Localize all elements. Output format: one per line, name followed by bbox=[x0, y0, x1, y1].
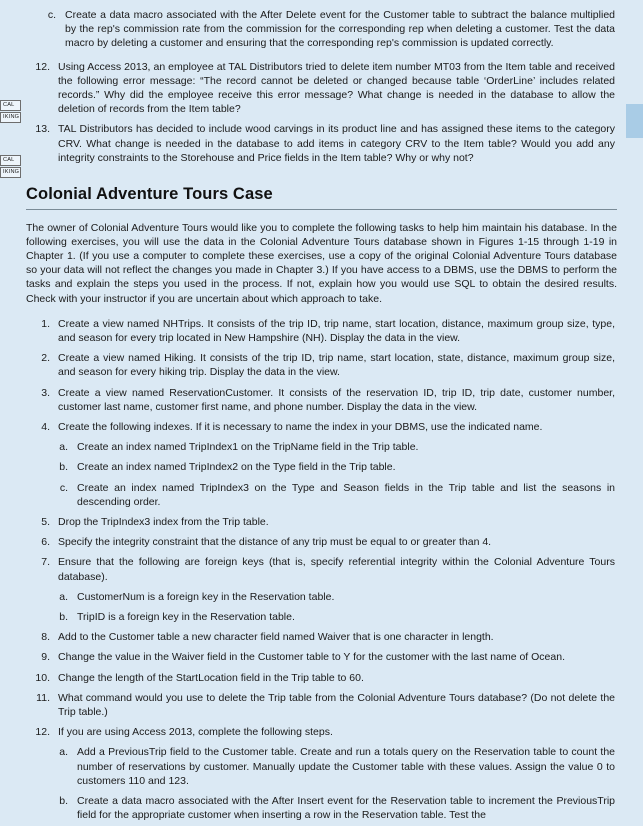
task-text: Specify the integrity constraint that the distance of any trip must be equal to or greater than 4. bbox=[58, 536, 492, 549]
list-item bbox=[26, 60, 617, 117]
list-item-marker: c. bbox=[47, 9, 56, 21]
task-marker: 4. bbox=[41, 420, 50, 433]
task-text: Add to the Customer table a new character field named Waiver that is one character in length. bbox=[58, 631, 494, 644]
task-subitem-text: Create a data macro associated with the After Insert event for the Reservation table to increment the PreviousTrip field for the appropriate customer when inserting a row in the Reservation table. Test the bbox=[77, 795, 615, 822]
task-subitem-marker: b. bbox=[59, 611, 68, 623]
task-item bbox=[26, 351, 617, 379]
task-item bbox=[26, 420, 617, 434]
task-item bbox=[26, 630, 617, 644]
task-subitem-text: TripID is a foreign key in the Reservation table. bbox=[77, 611, 295, 623]
task-text: If you are using Access 2013, complete the following steps. bbox=[58, 726, 333, 739]
margin-badge-line: IKING bbox=[0, 167, 21, 178]
task-marker: 3. bbox=[41, 386, 50, 399]
task-item bbox=[26, 317, 617, 345]
task-text: Change the value in the Waiver field in the Customer table to Y for the customer with the last name of Ocean. bbox=[58, 651, 565, 664]
margin-badge-critical-thinking-2 bbox=[0, 155, 26, 178]
task-subitem bbox=[26, 460, 617, 474]
task-text: Create a view named NHTrips. It consists of the trip ID, trip name, start location, distance, maximum group size, type, and season for every trip located in New Hampshire (NH). Display the data in the view. bbox=[58, 317, 615, 344]
list-item-text: Create a data macro associated with the After Delete event for the Customer table to subtract the balance multiplied by the rep's commission rate from the commission for the corresponding rep when deleting a customer. Test the data macro by deleting a customer and ensuring that the corresponding rep's commission is updated correctly. bbox=[65, 9, 615, 50]
task-subitem bbox=[26, 481, 617, 509]
task-subitem-text: Create an index named TripIndex2 on the Type field in the Trip table. bbox=[77, 461, 396, 474]
list-item-text: Using Access 2013, an employee at TAL Distributors tried to delete item number MT03 from the Item table and received the following error message: “The record cannot be deleted or changed because table ‘OrderLine’ includes related records.” Why did the employee receive this error message? What change is needed in the database to allow the deletion of records from the Item table? bbox=[58, 60, 615, 116]
task-subitem-marker: b. bbox=[59, 795, 68, 808]
task-text: What command would you use to delete the Trip table from the Colonial Adventure Tours database? (Do not delete the Trip table.) bbox=[58, 691, 615, 719]
section-divider bbox=[26, 209, 617, 210]
task-subitem-text: CustomerNum is a foreign key in the Reservation table. bbox=[77, 590, 335, 603]
margin-badge-line: IKING bbox=[0, 112, 21, 123]
task-text: Change the length of the StartLocation field in the Trip table to 60. bbox=[58, 671, 364, 684]
task-marker: 10. bbox=[35, 671, 50, 684]
page-content bbox=[26, 8, 617, 822]
page-edge-tab bbox=[626, 104, 643, 138]
task-subitem-marker: b. bbox=[59, 461, 68, 474]
list-item-text: TAL Distributors has decided to include wood carvings in its product line and has assigned these items to the category CRV. What change is needed in the database to add items in category CRV to the Item table? Would you add any integrity constraints to the Storehouse and Price fields in the Item table? Why or why not? bbox=[58, 123, 615, 164]
task-item bbox=[26, 535, 617, 549]
task-subitem bbox=[26, 745, 617, 788]
list-item-marker: 13. bbox=[35, 123, 50, 136]
task-text: Create the following indexes. If it is necessary to name the index in your DBMS, use the indicated name. bbox=[58, 420, 543, 433]
section-heading: Colonial Adventure Tours Case bbox=[26, 185, 273, 204]
task-subitem bbox=[26, 794, 617, 822]
task-text: Drop the TripIndex3 index from the Trip table. bbox=[58, 515, 269, 528]
task-subitem-marker: a. bbox=[59, 590, 68, 603]
task-subitem bbox=[26, 440, 617, 454]
task-subitem-text: Create an index named TripIndex3 on the Type and Season fields in the Trip table and list the seasons in descending order. bbox=[77, 481, 615, 508]
task-item bbox=[26, 555, 617, 583]
task-item bbox=[26, 725, 617, 739]
task-text: Create a view named ReservationCustomer. It consists of the reservation ID, trip ID, trip date, customer number, customer last name, customer first name, and phone number. Display the data in the view. bbox=[58, 386, 615, 413]
task-subitem-marker: a. bbox=[59, 441, 68, 454]
task-marker: 12. bbox=[35, 726, 50, 739]
task-subitem-text: Add a PreviousTrip field to the Customer table. Create and run a totals query on the Reservation table to count the number of reservations by customer. Manually update the Customer table with these values. Assign the value 0 to customers 110 and 123. bbox=[77, 746, 615, 787]
list-item bbox=[26, 122, 617, 165]
task-marker: 9. bbox=[41, 651, 50, 664]
task-subitem-marker: c. bbox=[59, 481, 68, 494]
margin-badge-critical-thinking-1 bbox=[0, 100, 26, 123]
margin-badge-line: CAL bbox=[0, 100, 21, 111]
task-subitem-marker: a. bbox=[59, 746, 68, 759]
task-subitem-text: Create an index named TripIndex1 on the TripName field in the Trip table. bbox=[77, 441, 419, 454]
task-text: Create a view named Hiking. It consists of the trip ID, trip name, start location, state, distance, maximum group size, and season for every hiking trip. Display the data in the view. bbox=[58, 352, 615, 379]
task-marker: 8. bbox=[41, 631, 50, 644]
margin-badge-line: CAL bbox=[0, 155, 21, 166]
task-item bbox=[26, 386, 617, 414]
task-marker: 5. bbox=[41, 515, 50, 528]
task-marker: 1. bbox=[41, 317, 50, 330]
task-marker: 11. bbox=[36, 691, 50, 704]
section-intro-text: The owner of Colonial Adventure Tours would like you to complete the following tasks to help him maintain his database. In the following exercises, you will use the data in the Colonial Adventure Tours database shown in Figures 1-15 through 1-19 in Chapter 1. (If you use a computer to complete these exercises, use a copy of the original Colonial Adventure Tours database so your data will not reflect the changes you made in Chapter 3.) If you have access to a DBMS, use the DBMS to perform the tasks and explain the steps you used in the process. If not, explain how you would use SQL to obtain the desired results. Check with your instructor if you are uncertain about which approach to take. bbox=[26, 221, 617, 305]
task-subitem bbox=[26, 590, 617, 604]
task-marker: 6. bbox=[41, 536, 50, 549]
task-item bbox=[26, 671, 617, 685]
task-list bbox=[26, 317, 617, 823]
task-subitem bbox=[26, 610, 617, 624]
list-item-marker: 12. bbox=[35, 60, 50, 73]
task-item bbox=[26, 650, 617, 664]
list-item bbox=[26, 8, 617, 51]
task-text: Ensure that the following are foreign keys (that is, specify referential integrity within the Colonial Adventure Tours database). bbox=[58, 556, 615, 583]
task-marker: 2. bbox=[41, 352, 50, 365]
task-item bbox=[26, 691, 617, 719]
task-marker: 7. bbox=[41, 556, 50, 569]
task-item bbox=[26, 515, 617, 529]
